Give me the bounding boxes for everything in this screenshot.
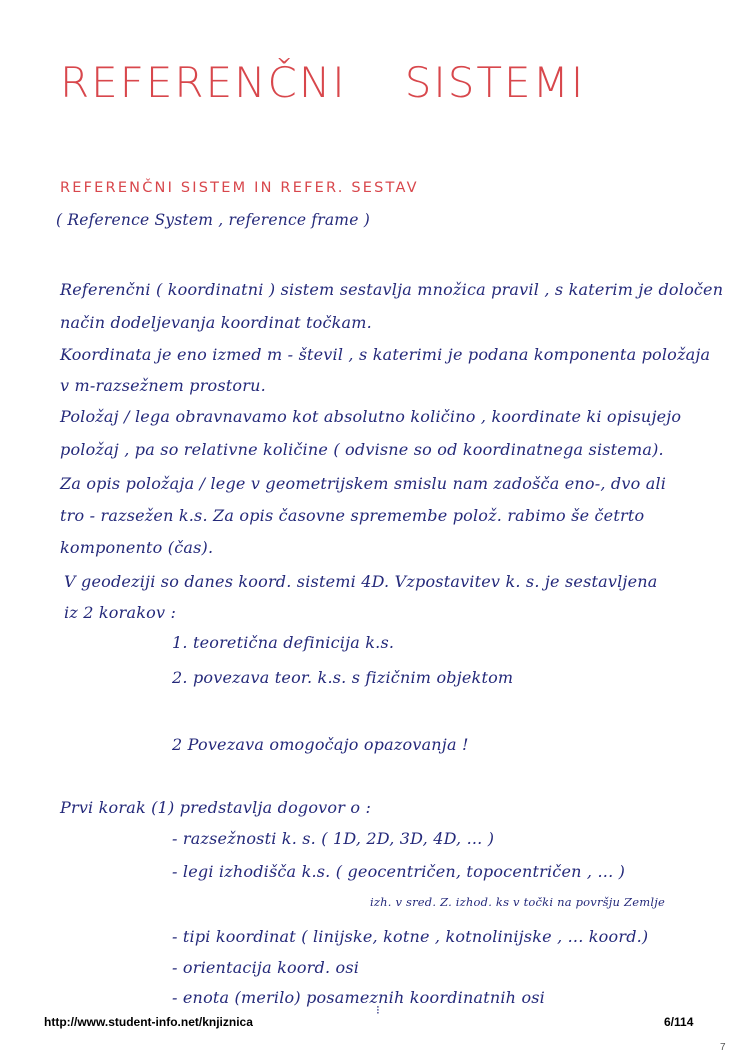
footer-page-number: 6/114: [664, 1015, 694, 1029]
page-title: [60, 58, 585, 107]
section-heading: REFERENČNI SISTEM IN REFER. SESTAV: [60, 180, 419, 196]
section-heading-english: ( Reference System , reference frame ): [56, 211, 370, 229]
text-line: tro - razsežen k.s. Za opis časovne spremembe polož. rabimo še četrto: [60, 506, 645, 525]
list-item: - razsežnosti k. s. ( 1D, 2D, 3D, 4D, ... ): [172, 829, 495, 848]
annotation: izh. v sred. Z. izhod. ks v točki na površju Zemlje: [370, 895, 665, 909]
text-line: Za opis položaja / lege v geometrijskem smislu nam zadošča eno-, dvo ali: [60, 474, 667, 493]
list-item: - enota (merilo) posameznih koordinatnih osi: [172, 988, 546, 1007]
list-item: - tipi koordinat ( linijske, kotne , kotnolinijske , ... koord.): [172, 927, 649, 946]
text-line: Položaj / lega obravnavamo kot absolutno količino , koordinate ki opisujejo: [60, 407, 682, 426]
text-line: način dodeljevanja koordinat točkam.: [60, 313, 372, 332]
footer-url: http://www.student-info.net/knjiznica: [44, 1015, 253, 1029]
note-line: 2 Povezava omogočajo opazovanja !: [172, 735, 469, 754]
text-line: položaj , pa so relativne količine ( odvisne so od koordinatnega sistema).: [60, 440, 664, 459]
text-line: komponento (čas).: [60, 538, 214, 557]
corner-mark: 7: [720, 1042, 726, 1053]
title-word-2: SISTEMI: [404, 58, 586, 107]
text-line: V geodeziji so danes koord. sistemi 4D. Vzpostavitev k. s. je sestavljena: [64, 572, 658, 591]
list-item: - orientacija koord. osi: [172, 958, 360, 977]
text-line: v m-razsežnem prostoru.: [60, 376, 266, 395]
text-line: iz 2 korakov :: [64, 603, 177, 622]
text-line: Referenčni ( koordinatni ) sistem sestavlja množica pravil , s katerim je določen: [60, 280, 724, 299]
step-item: 2. povezava teor. k.s. s fizičnim objektom: [172, 668, 514, 687]
text-line: Koordinata je eno izmed m - števil , s katerimi je podana komponenta položaja: [60, 345, 711, 364]
step-item: 1. teoretična definicija k.s.: [172, 633, 395, 652]
title-word-1: REFERENČNI: [60, 58, 347, 107]
ink-dot: ⁝: [376, 1003, 380, 1017]
text-line: Prvi korak (1) predstavlja dogovor o :: [60, 798, 372, 817]
list-item: - legi izhodišča k.s. ( geocentričen, topocentričen , ... ): [172, 862, 626, 881]
